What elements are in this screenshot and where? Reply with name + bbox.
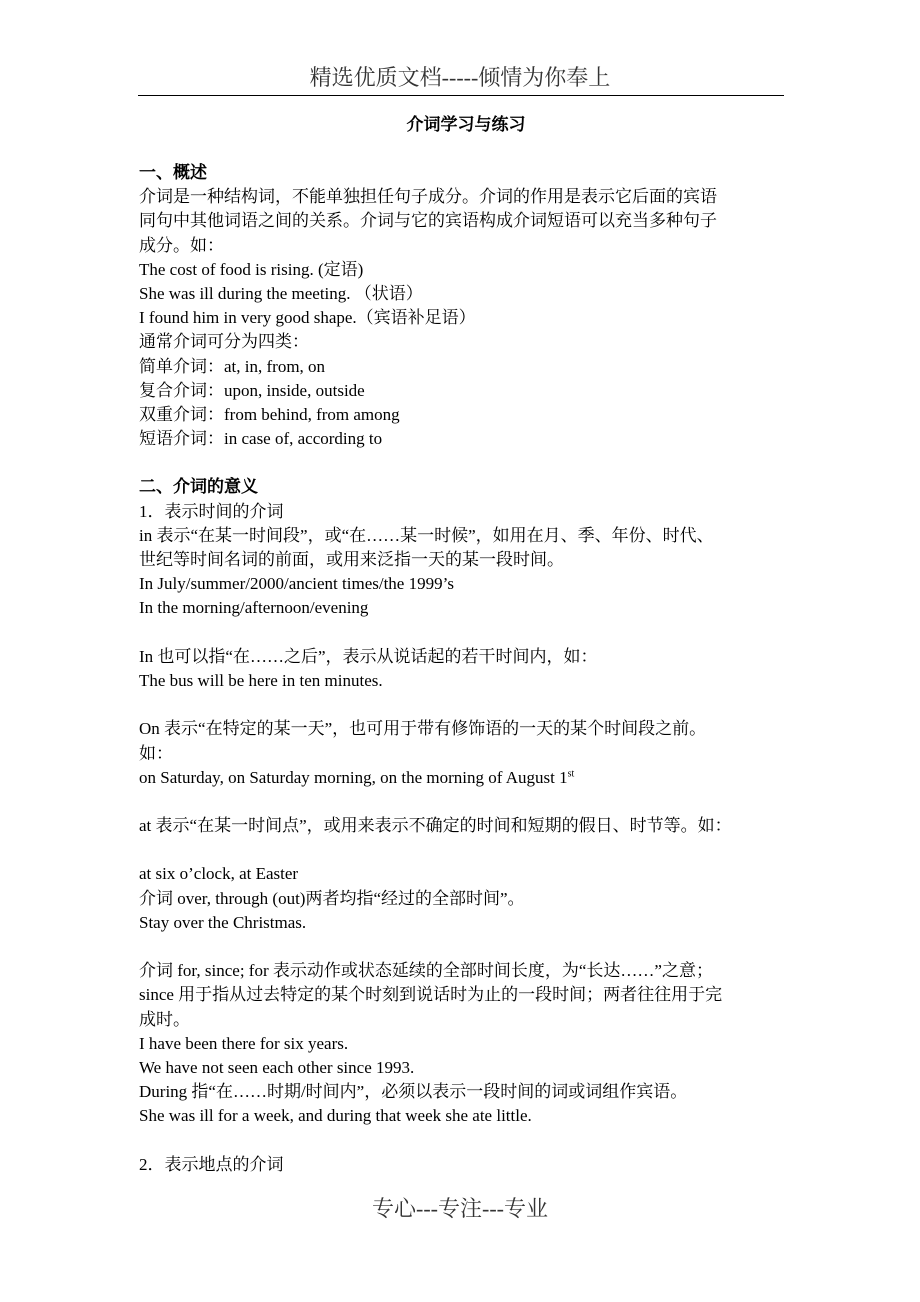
example-text: on Saturday, on Saturday morning, on the morning of August 1 xyxy=(139,767,568,787)
example-line: The cost of food is rising. (定语) xyxy=(139,259,364,279)
subheading-place: 2．表示地点的介词 xyxy=(139,1154,284,1174)
list-item: 短语介词：in case of, according to xyxy=(139,429,383,449)
example-line: I found him in very good shape.（宾语补足语） xyxy=(139,308,476,328)
example-line: She was ill for a week, and during that week she ate little. xyxy=(139,1106,532,1126)
paragraph-line: During 指“在……时期/时间内”，必须以表示一段时间的词或词组作宾语。 xyxy=(139,1082,688,1102)
paragraph-line: In 也可以指“在……之后”，表示从说话起的若干时间内，如： xyxy=(139,646,598,666)
list-item: 双重介词：from behind, from among xyxy=(139,404,400,424)
document-body xyxy=(139,113,789,1177)
paragraph-line: 通常介词可分为四类： xyxy=(139,332,309,352)
example-line: We have not seen each other since 1993. xyxy=(139,1057,415,1077)
paragraph-line: 世纪等时间名词的前面，或用来泛指一天的某一段时间。 xyxy=(139,550,564,569)
list-item: 简单介词：at, in, from, on xyxy=(139,356,326,376)
spacer xyxy=(139,693,789,717)
subheading-time: 1．表示时间的介词 xyxy=(139,501,284,521)
example-line: She was ill during the meeting. （状语） xyxy=(139,283,423,303)
paragraph-line: 介词 for, since; for 表示动作或状态延续的全部时间长度，为“长达……”之意； xyxy=(139,961,713,981)
spacer xyxy=(139,790,789,814)
section-heading-meaning: 二、介词的意义 xyxy=(139,477,258,497)
spacer xyxy=(139,621,789,645)
paragraph-line: in 表示“在某一时间段”，或“在……某一时候”，如用在月、季、年份、时代、 xyxy=(139,525,714,545)
example-line: In the morning/afternoon/evening xyxy=(139,598,369,618)
example-line: at six o’clock, at Easter xyxy=(139,864,299,884)
page-header: 精选优质文档-----倾情为你奉上 xyxy=(309,65,611,90)
document-title: 介词学习与练习 xyxy=(406,115,526,134)
paragraph-line: 同句中其他词语之间的关系。介词与它的宾语构成介词短语可以充当多种句子 xyxy=(139,211,717,231)
ordinal-suffix: st xyxy=(567,768,575,780)
paragraph-line: at 表示“在某一时间点”，或用来表示不确定的时间和短期的假日、时节等。如： xyxy=(139,816,732,836)
paragraph-line: 如： xyxy=(139,743,173,763)
spacer xyxy=(139,935,789,959)
page-footer: 专心---专注---专业 xyxy=(372,1196,548,1221)
spacer xyxy=(139,838,789,862)
header-rule xyxy=(138,95,784,96)
spacer xyxy=(139,451,789,475)
example-line: The bus will be here in ten minutes. xyxy=(139,670,383,690)
example-line: In July/summer/2000/ancient times/the 1999’s xyxy=(139,574,454,594)
example-line xyxy=(139,766,789,790)
paragraph-line: On 表示“在特定的某一天”，也可用于带有修饰语的一天的某个时间段之前。 xyxy=(139,719,707,739)
paragraph-line: 成时。 xyxy=(139,1009,190,1029)
paragraph-line: 介词 over, through (out)两者均指“经过的全部时间”。 xyxy=(139,888,525,908)
paragraph-line: 介词是一种结构词，不能单独担任句子成分。介词的作用是表示它后面的宾语 xyxy=(139,187,717,207)
section-heading-overview: 一、概述 xyxy=(139,163,207,182)
spacer xyxy=(139,1129,789,1153)
paragraph-line: 成分。如： xyxy=(139,235,224,255)
paragraph-line: since 用于指从过去特定的某个时刻到说话时为止的一段时间；两者往往用于完 xyxy=(139,985,723,1005)
example-line: Stay over the Christmas. xyxy=(139,912,307,932)
example-line: I have been there for six years. xyxy=(139,1033,349,1053)
list-item: 复合介词：upon, inside, outside xyxy=(139,380,365,400)
